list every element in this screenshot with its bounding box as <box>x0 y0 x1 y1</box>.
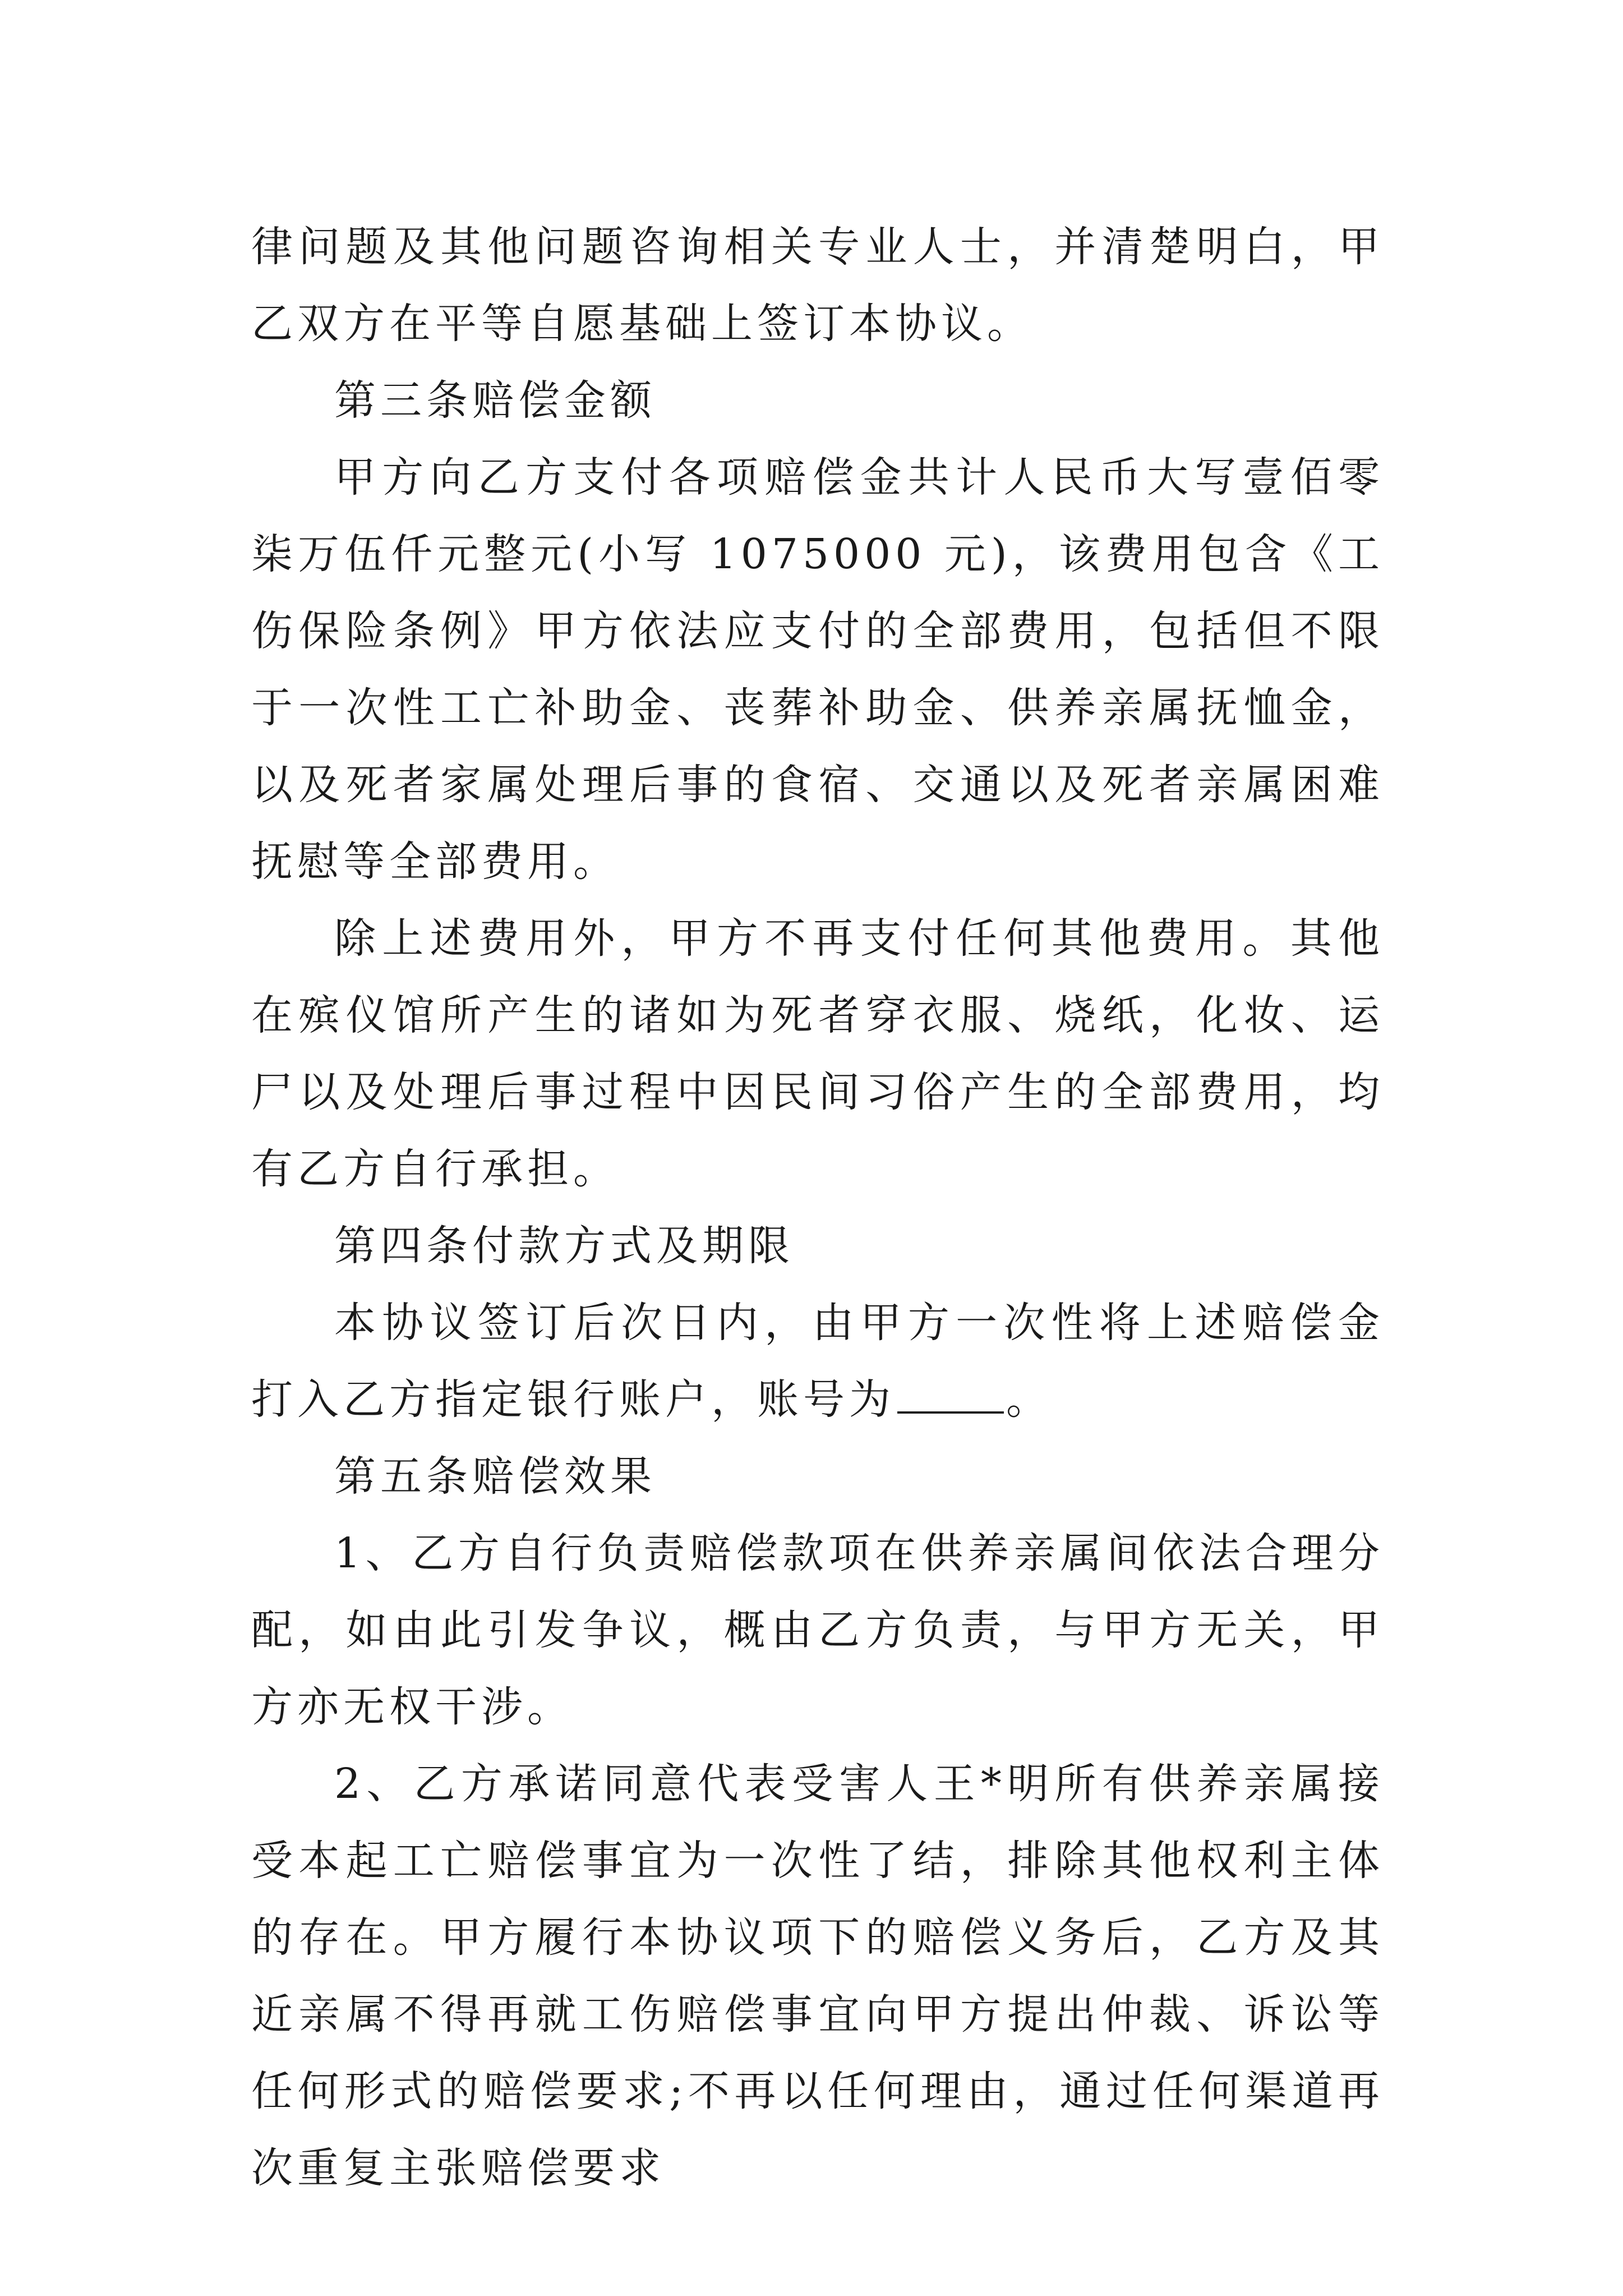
paragraph-clause-1: 1、乙方自行负责赔偿款项在供养亲属间依法合理分配，如由此引发争议，概由乙方负责，与甲方无关，甲方亦无权干涉。 <box>251 1529 1384 1731</box>
paragraph-clause-2: 2、乙方承诺同意代表受害人王*明所有供养亲属接受本起工亡赔偿事宜为一次性了结，排除其他权利主体的存在。甲方履行本协议项下的赔偿义务后，乙方及其近亲属不得再就工伤赔偿事宜向甲方提出仲裁、诉讼等任何形式的赔偿要求;不再以任何理由，通过任何渠道再次重复主张赔偿要求 <box>251 1760 1384 2192</box>
payment-text: 本协议签订后次日内，由甲方一次性将上述赔偿金打入乙方指定银行账户，账号为 <box>251 1299 1384 1424</box>
paragraph-compensation-amount: 甲方向乙方支付各项赔偿金共计人民币大写壹佰零柒万伍仟元整元(小写 1075000 元)，该费用包含《工伤保险条例》甲方依法应支付的全部费用，包括但不限于一次性工亡补助金、丧葬补助金、供养亲属抚恤金，以及死者家属处理后事的食宿、交通以及死者亲属困难抚慰等全部费用。 <box>251 453 1384 886</box>
heading-article-4: 第四条付款方式及期限 <box>334 1222 794 1270</box>
account-number-blank <box>897 1375 1004 1414</box>
paragraph-other-expenses: 除上述费用外，甲方不再支付任何其他费用。其他在殡仪馆所产生的诸如为死者穿衣服、烧纸，化妆、运尸以及处理后事过程中因民间习俗产生的全部费用，均有乙方自行承担。 <box>251 914 1384 1193</box>
heading-article-3: 第三条赔偿金额 <box>334 376 656 425</box>
heading-article-5: 第五条赔偿效果 <box>334 1452 656 1501</box>
document-body <box>251 209 1384 2207</box>
paragraph-continued: 律问题及其他问题咨询相关专业人士，并清楚明白，甲乙双方在平等自愿基础上签订本协议。 <box>251 223 1384 348</box>
paragraph-payment-method <box>251 1285 1384 1438</box>
payment-text-end: 。 <box>1006 1375 1052 1424</box>
